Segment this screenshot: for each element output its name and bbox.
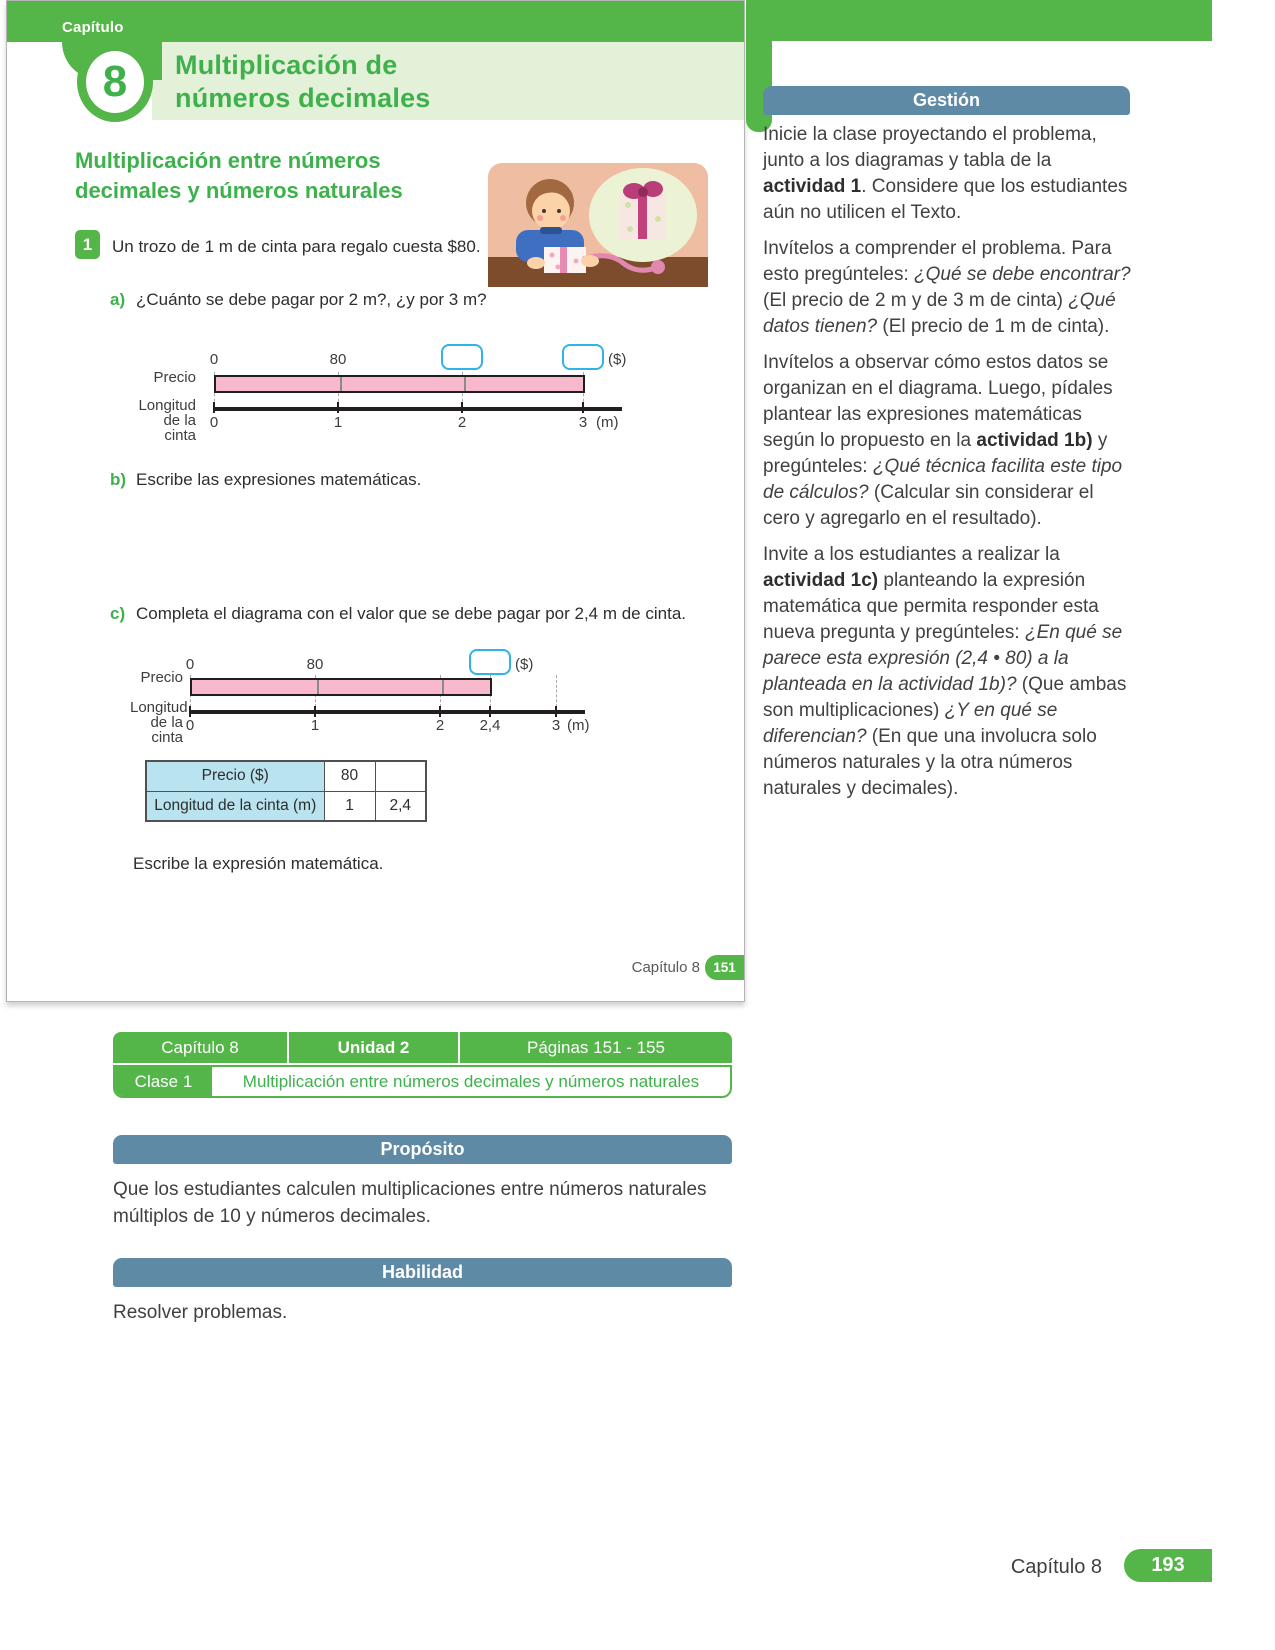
table-cell-length-1: 1: [324, 791, 375, 821]
lesson-heading-line1: Multiplicación entre números: [75, 148, 381, 173]
part-a-label: a): [110, 290, 126, 309]
length-unit: (m): [567, 717, 590, 734]
number-line-tick: [314, 706, 316, 717]
answer-box[interactable]: [441, 344, 483, 370]
price-tick-80: 80: [329, 351, 347, 368]
gestion-paragraph: Invítelos a comprender el problema. Para esto pregúnteles: ¿Qué se debe encontrar? (El precio de 2 m y de 3 m de cinta) ¿Qué datos tienen? (El precio de 1 m de cinta).: [763, 238, 1131, 337]
proposito-header: [113, 1135, 732, 1164]
length-tick-2: 2: [457, 414, 467, 431]
page-footer-chapter: Capítulo 8: [1010, 1556, 1102, 1578]
lesson-heading-line2: decimales y números naturales: [75, 178, 403, 203]
table-row: [146, 761, 426, 791]
length-number-line: [190, 710, 585, 714]
gestion-paragraph: Invite a los estudiantes a realizar la actividad 1c) planteando la expresión matemática que permita responder esta nueva pregunta y pregúnteles: ¿En qué se parece esta expresión (2,4 • 80) a la planteada en la actividad 1b)? (Que ambas son multiplicaciones) ¿Y en qué se diferencian? (En que una involucra solo números naturales y la otra números naturales y decimales).: [763, 544, 1127, 799]
class-title-cell: Multiplicación entre números decimales y números naturales: [242, 1071, 700, 1091]
problem-text: Un trozo de 1 m de cinta para regalo cuesta $80.: [112, 237, 481, 256]
proposito-title: Propósito: [380, 1139, 465, 1159]
price-tick-0: 0: [209, 351, 219, 368]
part-b-label: b): [110, 470, 127, 489]
chapter-title-line1: Multiplicación de: [175, 50, 398, 80]
header-band-right: [757, 0, 1212, 41]
proposito-text: Que los estudiantes calculen multiplicaciones entre números naturales múltiplos de 10 y números decimales.: [113, 1179, 707, 1227]
number-line-tick: [213, 402, 215, 413]
table-header-length: Longitud de la cinta (m): [146, 791, 324, 821]
info-table-header-row: [113, 1032, 732, 1063]
habilidad-text: Resolver problemas.: [113, 1302, 288, 1323]
answer-box[interactable]: [469, 649, 511, 675]
table-row: [146, 791, 426, 821]
length-tick-3: 3: [578, 414, 588, 431]
tape-diagram-2: [130, 645, 670, 745]
table-cell-price-1m: 80: [324, 761, 375, 791]
habilidad-header: [113, 1258, 732, 1287]
chapter-number: 8: [102, 57, 128, 106]
answer-box[interactable]: [562, 344, 604, 370]
price-tick-0: 0: [185, 656, 195, 673]
tape-divider: [464, 377, 466, 391]
chapter-number-badge: [77, 42, 153, 122]
info-chapter-cell: Capítulo 8: [113, 1032, 287, 1063]
page-number: 193: [1151, 1554, 1185, 1576]
price-unit: ($): [608, 351, 627, 368]
part-b-text: Escribe las expresiones matemáticas.: [136, 470, 422, 489]
price-tick-80: 80: [306, 656, 324, 673]
table-answer-cell[interactable]: [375, 761, 426, 791]
table-header-price: Precio ($): [146, 761, 324, 791]
table-cell-length-2-4: 2,4: [375, 791, 426, 821]
price-tape-bar: [190, 678, 492, 696]
length-axis-label-line2: de la cinta: [163, 412, 196, 444]
number-line-tick: [439, 706, 441, 717]
student-page-number: 151: [713, 960, 736, 975]
illustration-boy-wrapping-gift: [488, 163, 708, 287]
write-expression-text: Escribe la expresión matemática.: [133, 854, 384, 873]
price-tape-bar: [214, 375, 585, 393]
number-line-tick: [189, 706, 191, 717]
length-tick-3: 3: [551, 717, 561, 734]
length-axis-label-line1: Longitud: [138, 397, 196, 414]
chapter-title-line2: números decimales: [175, 83, 431, 113]
gestion-header: [763, 86, 1130, 115]
problem-number-badge: [75, 230, 100, 259]
price-unit: ($): [515, 656, 534, 673]
length-tick-1: 1: [310, 717, 320, 734]
info-unit-cell: Unidad 2: [289, 1032, 458, 1063]
number-line-tick: [461, 402, 463, 413]
part-c-text: Completa el diagrama con el valor que se debe pagar por 2,4 m de cinta.: [136, 604, 686, 623]
student-page-footer-label: Capítulo 8: [631, 959, 700, 976]
gestion-paragraph: Inicie la clase proyectando el problema, junto a los diagramas y tabla de la actividad 1. Considere que los estudiantes aún no utilicen el Texto.: [763, 124, 1128, 223]
number-line-tick: [582, 402, 584, 413]
length-tick-1: 1: [333, 414, 343, 431]
length-unit: (m): [596, 414, 619, 431]
length-axis-label-line1: Longitud: [130, 699, 188, 716]
class-label-cell: Clase 1: [115, 1067, 212, 1096]
tape-diagram-1: [130, 328, 670, 444]
number-line-tick: [337, 402, 339, 413]
number-line-tick: [555, 706, 557, 717]
gestion-paragraph: Invítelos a observar cómo estos datos se organizan en el diagrama. Luego, pídales plantear las expresiones matemáticas según lo propuesto en la actividad 1b) y pregúnteles: ¿Qué técnica facilita este tipo de cálculos? (Calcular sin considerar el cero y agregarlo en el resultado).: [763, 352, 1123, 529]
gestion-title: Gestión: [912, 90, 980, 110]
price-axis-label: Precio: [140, 669, 183, 686]
problem-number: 1: [82, 234, 93, 254]
tape-divider: [340, 377, 342, 391]
info-pages-cell: Páginas 151 - 155: [460, 1032, 732, 1063]
tape-divider: [442, 680, 444, 694]
chapter-label: Capítulo: [62, 19, 124, 36]
number-line-tick: [489, 706, 491, 717]
part-c-label: c): [110, 604, 126, 623]
gestion-body: [763, 122, 1132, 812]
length-axis-label-line2: de la cinta: [150, 714, 183, 746]
length-tick-2: 2: [435, 717, 445, 734]
page-number-badge: [1124, 1549, 1212, 1582]
info-table-class-row: [113, 1065, 732, 1098]
length-tick-0: 0: [209, 414, 219, 431]
price-axis-label: Precio: [153, 369, 196, 386]
price-length-table: [145, 760, 427, 822]
student-page-number-badge: [705, 955, 744, 980]
tape-divider: [317, 680, 319, 694]
length-tick-0: 0: [185, 717, 195, 734]
length-number-line: [214, 407, 622, 411]
part-a-text: ¿Cuánto se debe pagar por 2 m?, ¿y por 3 m?: [136, 290, 487, 309]
length-tick-2-4: 2,4: [479, 717, 501, 734]
habilidad-title: Habilidad: [381, 1262, 463, 1282]
